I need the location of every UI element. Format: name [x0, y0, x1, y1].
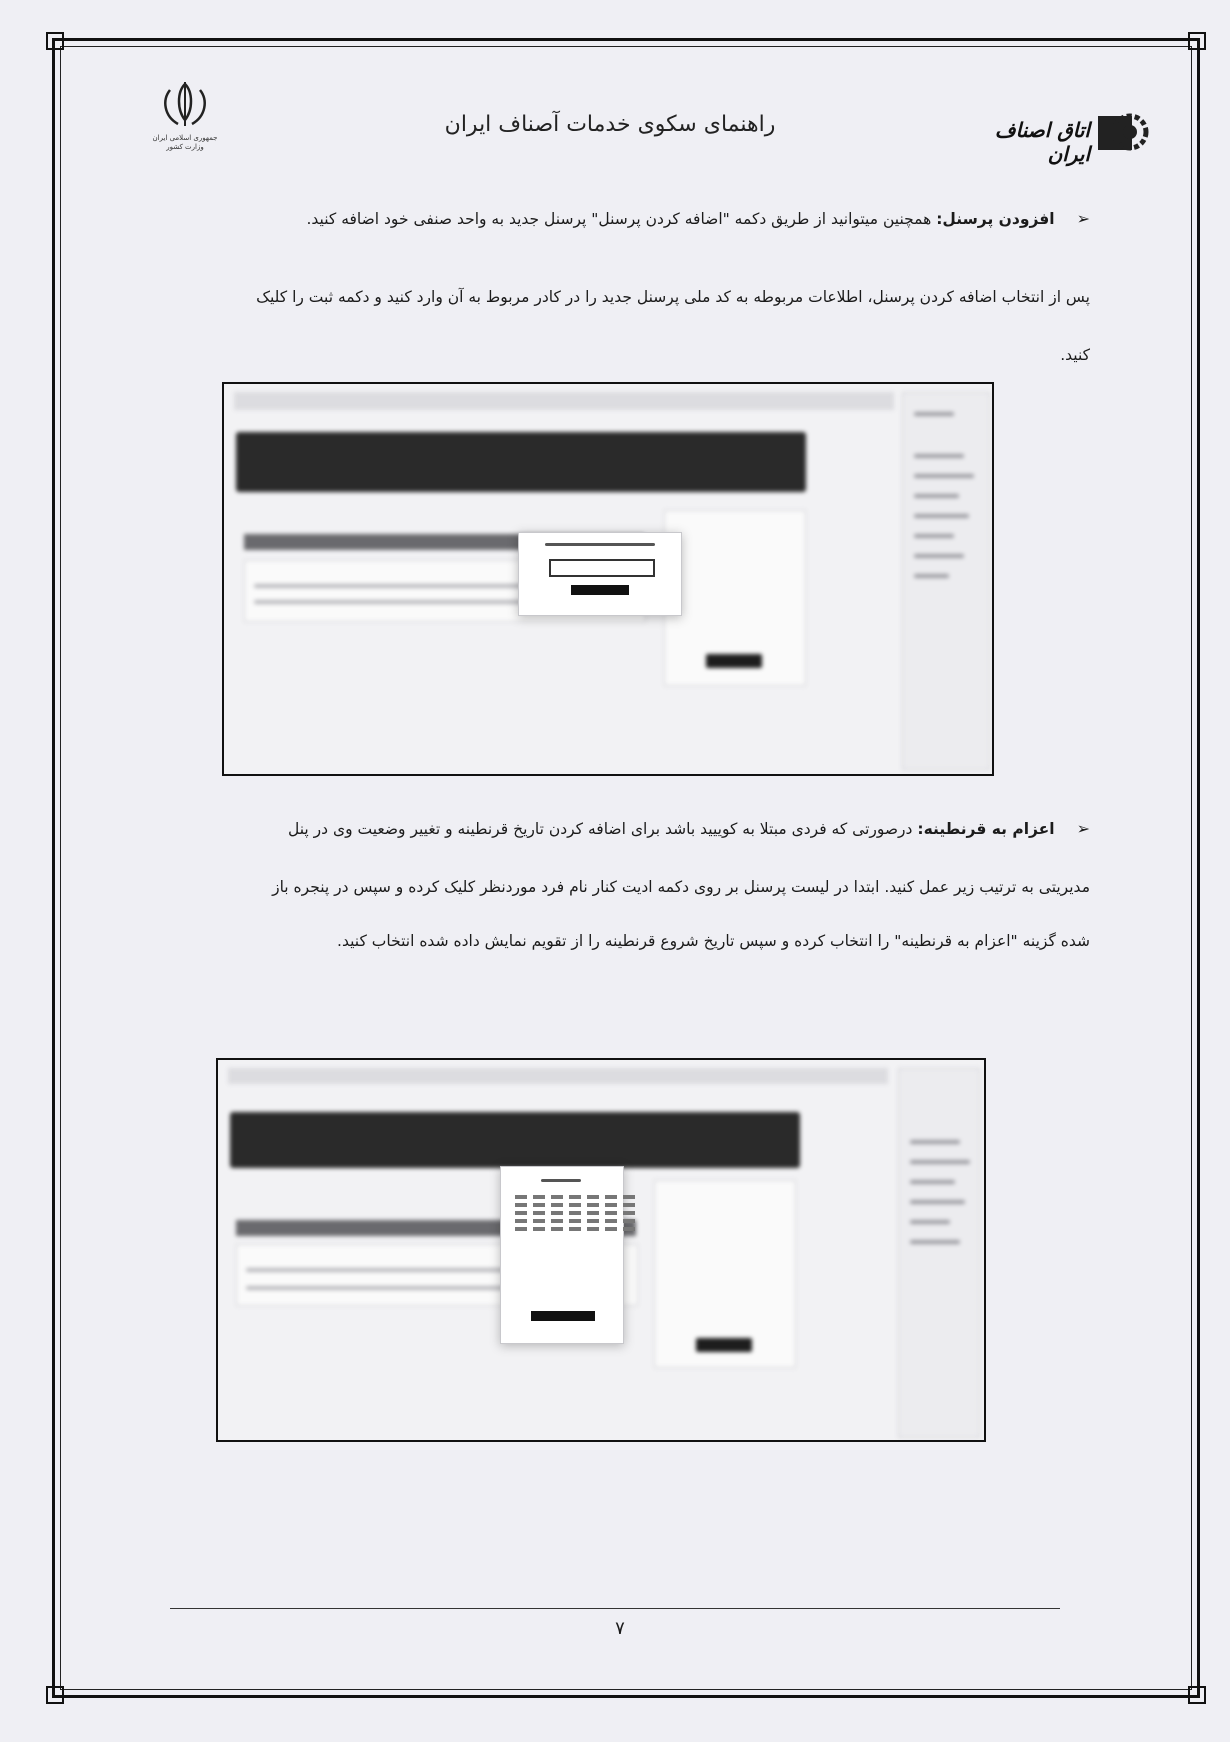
calendar-grid [515, 1195, 635, 1231]
section-quarantine-line-3: شده گزینه "اعزام به قرنطینه" را انتخاب کرده و سپس تاریخ شروع قرنطینه را از تقویم نمایش داده شده انتخاب کنید. [337, 932, 1090, 950]
arrow-bullet-icon: ➢ [1076, 209, 1090, 228]
paragraph-text: درصورتی که فردی مبتلا به کوییید باشد برای اضافه کردن تاریخ قرنطینه و تغییر وضعیت وی در پنل [287, 820, 913, 838]
gear-logo-icon [1094, 108, 1150, 158]
emblem-icon [150, 80, 220, 130]
section-quarantine-line-1 [90, 818, 1090, 840]
section-heading: اعزام به قرنطینه: [917, 820, 1055, 838]
emblem-caption-line-1: جمهوری اسلامی ایران [152, 134, 218, 142]
section-quarantine-line-2: مدیریتی به ترتیب زیر عمل کنید. ابتدا در لیست پرسنل بر روی دکمه ادیت کنار نام فرد موردنظر کلیک کرده و سپس در پنجره باز [272, 878, 1090, 896]
add-personnel-modal [518, 532, 682, 616]
screenshot-add-personnel [222, 382, 994, 776]
quarantine-date-picker [500, 1166, 624, 1344]
emblem-caption-line-2: وزارت کشور [166, 143, 204, 151]
section-add-personnel-line-1 [110, 208, 1090, 230]
frame-corner [1188, 32, 1206, 50]
section-add-personnel-line-2: پس از انتخاب اضافه کردن پرسنل، اطلاعات مربوطه به کد ملی پرسنل جدید را در کادر مربوط به آن وارد کنید و دکمه ثبت را کلیک [256, 288, 1090, 306]
emblem-caption [150, 134, 220, 152]
page-number: ۷ [615, 1618, 625, 1639]
screenshot-quarantine-calendar [216, 1058, 986, 1442]
frame-corner [1188, 1686, 1206, 1704]
frame-corner [46, 32, 64, 50]
paragraph-text: همچنین میتوانید از طریق دکمه "اضافه کردن پرسنل" پرسنل جدید به واحد صنفی خود اضافه کنید. [306, 210, 932, 228]
section-heading: افزودن پرسنل: [936, 210, 1055, 228]
brand-logo [950, 108, 1150, 166]
page-header [120, 80, 1150, 170]
document-title: راهنمای سکوی خدمات آصناف ایران [444, 112, 776, 137]
arrow-bullet-icon: ➢ [1076, 819, 1090, 838]
iran-emblem [150, 80, 220, 160]
footer-divider [170, 1608, 1060, 1609]
brand-name: اتاق اصناف ایران [994, 118, 1090, 166]
frame-corner [46, 1686, 64, 1704]
section-add-personnel-line-3: کنید. [1060, 346, 1090, 364]
